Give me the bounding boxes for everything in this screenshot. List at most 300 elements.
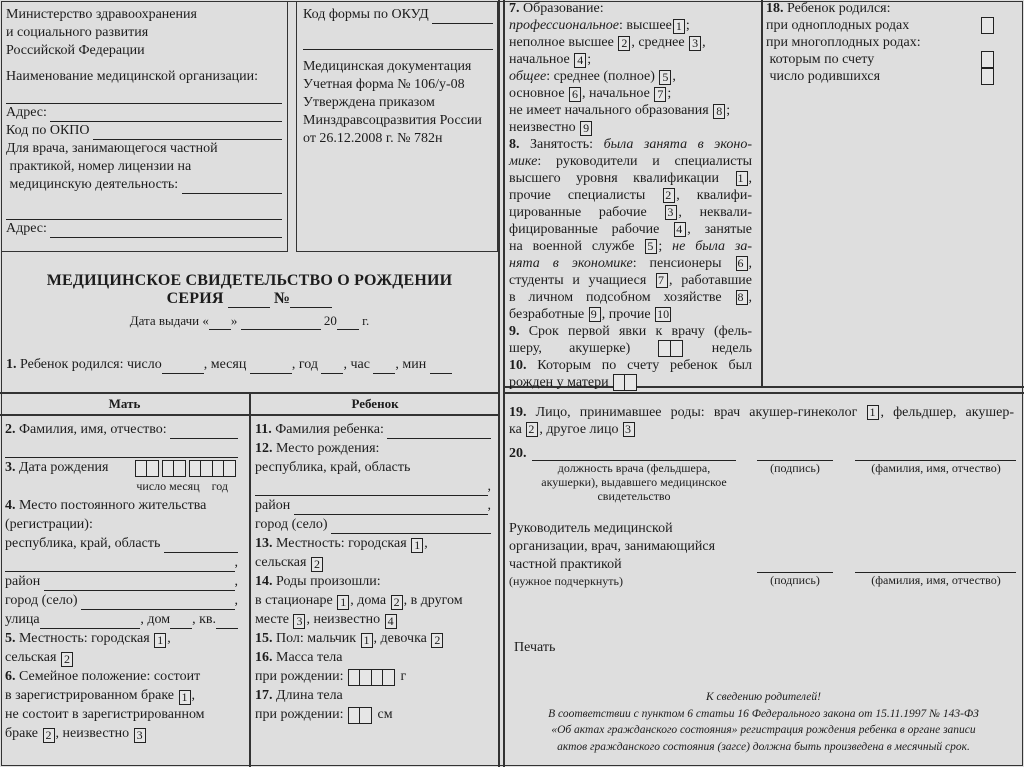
form-line: [5, 724, 238, 743]
form-text: ;: [658, 239, 673, 254]
form-text: , квалифи-: [676, 188, 752, 203]
form-text: : высшее: [618, 18, 672, 33]
form-line: [255, 458, 491, 477]
blank-field[interactable]: [6, 90, 282, 104]
mother-section: [5, 420, 238, 743]
item-number: 16.: [255, 650, 273, 665]
option-checkbox[interactable]: 3: [623, 422, 635, 437]
option-checkbox[interactable]: 2: [311, 557, 323, 572]
form-text: Длина тела: [272, 688, 343, 703]
name-caption: (фамилия, имя, отчество): [871, 461, 1001, 475]
blank-field[interactable]: [93, 126, 282, 140]
form-line: [5, 686, 238, 705]
form-line: [255, 553, 491, 572]
form-line: [5, 553, 238, 572]
item-number: 11.: [255, 422, 272, 437]
form-line: [303, 112, 493, 130]
form-text: республика, край, область: [5, 536, 164, 551]
blank-field[interactable]: [209, 316, 231, 330]
form-text: Местность: городская: [272, 536, 411, 551]
right-rule-2: [503, 392, 1024, 394]
option-checkbox[interactable]: 1: [361, 633, 373, 648]
form-line: [5, 629, 238, 648]
digit-cells[interactable]: [136, 460, 159, 477]
form-text: Местность: городская: [15, 631, 154, 646]
series-number: [0, 290, 499, 308]
blank-field[interactable]: [303, 36, 493, 50]
form-text: , другое лицо: [539, 422, 622, 437]
form-line: [255, 610, 491, 629]
form-text: , дома: [350, 593, 390, 608]
item-1-birth-time: [6, 356, 492, 374]
blank-field[interactable]: [255, 482, 488, 496]
item-number: 13.: [255, 536, 273, 551]
form-line: [255, 591, 491, 610]
form-text: Семейное положение: состоит: [15, 669, 201, 684]
blank-field[interactable]: [373, 360, 395, 374]
option-checkbox[interactable]: 2: [526, 422, 538, 437]
italic-text: профессиональное: [509, 18, 619, 33]
form-text: СЕРИЯ: [166, 290, 228, 307]
option-checkbox[interactable]: 3: [665, 205, 677, 220]
form-text: от 26.12.2008 г. № 782н: [303, 131, 443, 146]
form-text: не состоит в зарегистрированном: [5, 707, 205, 722]
italic-text: мике: [509, 154, 538, 169]
blank-field[interactable]: [430, 360, 452, 374]
visits-section: [509, 323, 752, 391]
form-line: [255, 420, 491, 439]
form-line: [255, 629, 491, 648]
form-text: на военной службе: [509, 239, 645, 254]
item-number: 5.: [5, 631, 16, 646]
form-text: Фамилия, имя, отчество:: [15, 422, 171, 437]
form-line: [5, 477, 238, 496]
signature-caption: (подпись): [770, 461, 820, 475]
form-code-block: [303, 6, 493, 148]
form-line: [6, 220, 282, 238]
item-number: 12.: [255, 441, 273, 456]
item-number: 18.: [766, 1, 784, 16]
position-caption: должность врача (фельдшера, акушерки), выдавшего медицинское свидетельство: [541, 461, 727, 503]
form-text: неизвестно: [509, 120, 580, 135]
form-text: недель: [684, 341, 752, 356]
form-text: сельская: [5, 650, 60, 665]
form-text: ;: [726, 103, 731, 118]
blank-field[interactable]: [241, 316, 321, 330]
form-line: [509, 153, 752, 170]
digit-cells[interactable]: [163, 460, 186, 477]
head-line: организации, врач, занимающийся: [509, 539, 716, 554]
blank-field[interactable]: [6, 206, 282, 220]
form-line: [5, 420, 238, 439]
form-line: [303, 130, 493, 148]
option-checkbox[interactable]: 2: [43, 728, 55, 743]
form-line: [6, 6, 282, 24]
option-checkbox[interactable]: 2: [663, 188, 675, 203]
digit-cell[interactable]: [670, 340, 683, 357]
form-line: [255, 572, 491, 591]
form-text: Российской Федерации: [6, 43, 145, 58]
form-text: основное: [509, 86, 569, 101]
form-line: [509, 187, 752, 204]
form-text: г: [397, 669, 407, 684]
form-text: ,: [234, 593, 238, 608]
form-line: [5, 705, 238, 724]
form-line: [5, 439, 238, 458]
title-section: [0, 272, 499, 330]
italic-text: общее: [509, 69, 547, 84]
option-checkbox[interactable]: 1: [337, 595, 349, 610]
form-text: браке: [5, 726, 42, 741]
option-checkbox[interactable]: 5: [659, 70, 671, 85]
form-text: при рождении:: [255, 669, 348, 684]
head-of-organization: [509, 520, 715, 588]
form-text: республика, край, область: [255, 460, 411, 475]
form-text: ,: [424, 536, 428, 551]
form-text: Срок первой явки к врачу (фель-: [519, 324, 752, 339]
option-checkbox[interactable]: 2: [61, 652, 73, 667]
form-text: высшего уровня квалификации: [509, 171, 735, 186]
form-line: [5, 496, 238, 515]
digit-cells[interactable]: [660, 340, 683, 357]
form-line: [509, 404, 1014, 421]
item-number: 10.: [509, 358, 527, 373]
organization-block: [6, 6, 282, 238]
form-line: [509, 136, 752, 153]
form-text: , неизвестно: [306, 612, 384, 627]
form-line: [5, 534, 238, 553]
form-text: ,: [487, 479, 491, 494]
form-line: [5, 591, 238, 610]
option-checkbox[interactable]: 1: [673, 19, 685, 34]
form-text: , в другом: [403, 593, 463, 608]
form-text: район: [5, 574, 44, 589]
option-checkbox[interactable]: 9: [589, 307, 601, 322]
form-text: Которым по счету ребенок был: [526, 358, 752, 373]
parents-notice: [506, 689, 1021, 755]
form-line: [509, 323, 752, 340]
document-title: МЕДИЦИНСКОЕ СВИДЕТЕЛЬСТВО О РОЖДЕНИИ: [46, 272, 453, 289]
item-number: 14.: [255, 574, 273, 589]
blank-field[interactable]: [170, 425, 238, 439]
form-line: [5, 667, 238, 686]
digit-cell[interactable]: [223, 460, 236, 477]
digit-cell[interactable]: [359, 707, 372, 724]
form-line: [509, 0, 752, 17]
blank-field[interactable]: [162, 360, 204, 374]
digit-cell[interactable]: [981, 68, 994, 85]
form-text: ,: [191, 688, 196, 703]
form-text: сельская: [255, 555, 310, 570]
form-line: [255, 496, 491, 515]
form-text: город (село): [5, 593, 82, 608]
form-text: Медицинская документация: [303, 59, 472, 74]
issue-date: [0, 312, 499, 330]
form-line: [766, 34, 996, 51]
form-text: ,: [748, 290, 752, 305]
digit-cells[interactable]: [349, 707, 372, 724]
blank-field[interactable]: [216, 615, 238, 629]
form-line: [5, 458, 238, 477]
form-text: при многоплодных родах:: [766, 35, 921, 50]
form-text: не имеет начального образования: [509, 103, 713, 118]
form-text: Ребенок родился:: [783, 1, 891, 16]
form-text: которым по счету: [766, 52, 875, 67]
form-text: ,: [234, 574, 238, 589]
form-text: , неизвестно: [55, 726, 133, 741]
form-text: , среднее: [631, 35, 689, 50]
form-line: [255, 648, 491, 667]
italic-text: была занята в эконо-: [603, 137, 752, 152]
form-line: [509, 17, 752, 34]
blank-field[interactable]: [250, 360, 292, 374]
form-text: ;: [685, 18, 690, 33]
option-checkbox[interactable]: 7: [656, 273, 668, 288]
digit-cell[interactable]: [173, 460, 186, 477]
form-text: ;: [667, 86, 672, 101]
form-text: Код формы по ОКУД: [303, 7, 433, 22]
form-line: [509, 306, 752, 323]
form-text: , девочка: [373, 631, 431, 646]
blank-field[interactable]: [44, 577, 235, 591]
employment-section: [509, 136, 752, 323]
form-text: ,: [702, 35, 706, 50]
form-line: [6, 176, 282, 194]
form-line: [303, 58, 493, 76]
form-text: Дата рождения: [15, 460, 112, 475]
form-text: в зарегистрированном браке: [5, 688, 178, 703]
form-line: [766, 68, 996, 85]
blank-field[interactable]: [81, 596, 234, 610]
form-text: число родившихся: [766, 69, 881, 84]
form-text: медицинскую деятельность:: [6, 177, 182, 192]
form-text: Утверждена приказом: [303, 95, 435, 110]
item-number: 6.: [5, 669, 16, 684]
form-text: : среднее (полное): [546, 69, 659, 84]
form-text: Роды произошли:: [272, 574, 381, 589]
option-checkbox[interactable]: 3: [689, 36, 701, 51]
blank-field[interactable]: [5, 444, 238, 458]
blank-field[interactable]: [50, 108, 282, 122]
digit-cells[interactable]: [190, 460, 236, 477]
blank-field[interactable]: [182, 180, 282, 194]
form-text: Адрес:: [6, 105, 51, 120]
form-line: [303, 24, 493, 32]
notice-line: «Об актах гражданского состояния» регистрация рождения ребенка в органе записи: [551, 724, 976, 736]
digit-cells[interactable]: [983, 51, 995, 68]
head-line: Руководитель медицинской: [509, 521, 673, 536]
form-line: [6, 42, 282, 60]
blank-field[interactable]: [432, 10, 493, 24]
form-text: Наименование медицинской организации:: [6, 69, 259, 84]
digit-cells[interactable]: [983, 17, 995, 34]
option-checkbox[interactable]: 6: [736, 256, 748, 271]
option-checkbox[interactable]: 9: [580, 121, 592, 136]
form-line: [6, 202, 282, 220]
date-cell-caption: число месяц год: [136, 479, 228, 493]
form-text: г.: [358, 313, 370, 328]
digit-cells[interactable]: [983, 68, 995, 85]
form-text: месте: [255, 612, 293, 627]
notice-line: актов гражданского состояния (загсе) должна быть произведена в месячный срок.: [557, 740, 970, 753]
form-line: [509, 421, 1014, 438]
italic-text: не была за-: [672, 239, 752, 254]
form-line: [6, 68, 282, 86]
blank-field[interactable]: [228, 294, 270, 308]
form-text: ,: [748, 256, 753, 271]
form-text: при одноплодных родах: [766, 18, 910, 33]
option-checkbox[interactable]: 1: [179, 690, 191, 705]
option-checkbox[interactable]: 3: [134, 728, 146, 743]
option-checkbox[interactable]: 1: [154, 633, 166, 648]
form-line: [6, 60, 282, 68]
form-line: [6, 194, 282, 202]
blank-field[interactable]: [40, 615, 141, 629]
form-text: Место постоянного жительства: [15, 498, 207, 513]
form-line: [509, 119, 752, 136]
blank-field[interactable]: [164, 539, 238, 553]
form-text: город (село): [255, 517, 332, 532]
form-text: см: [374, 707, 393, 722]
form-text: Код по ОКПО: [6, 123, 94, 138]
form-line: [6, 158, 282, 176]
option-checkbox[interactable]: 2: [618, 36, 630, 51]
form-line: [509, 374, 752, 391]
form-text: , начальное: [582, 86, 654, 101]
form-line: [255, 515, 491, 534]
form-text: прочие специалисты: [509, 188, 663, 203]
form-text: , занятые: [687, 222, 753, 237]
form-line: [303, 6, 493, 24]
blank-field[interactable]: [290, 294, 332, 308]
form-text: район: [255, 498, 294, 513]
option-checkbox[interactable]: 8: [713, 104, 725, 119]
option-checkbox[interactable]: 10: [657, 307, 670, 322]
form-line: [509, 221, 752, 238]
option-checkbox[interactable]: 5: [645, 239, 657, 254]
form-line: [6, 140, 282, 158]
form-text: Фамилия ребенка:: [271, 422, 388, 437]
option-checkbox[interactable]: 7: [654, 87, 666, 102]
option-checkbox[interactable]: 4: [674, 222, 686, 237]
form-line: [5, 515, 238, 534]
digit-cell[interactable]: [981, 51, 994, 68]
form-line: [509, 340, 752, 357]
form-line: [766, 0, 996, 17]
option-checkbox[interactable]: 3: [293, 614, 305, 629]
head-name-caption: (фамилия, имя, отчество): [871, 573, 1001, 587]
form-line: [5, 572, 238, 591]
head-signature-caption: (подпись): [770, 573, 820, 587]
blank-field[interactable]: [331, 520, 491, 534]
option-checkbox[interactable]: 6: [569, 87, 581, 102]
form-line: [509, 68, 752, 85]
form-text: фицированные рабочие: [509, 222, 674, 237]
form-line: [509, 289, 752, 306]
item-number: 9.: [509, 324, 520, 339]
form-line: [303, 76, 493, 94]
option-checkbox[interactable]: 4: [385, 614, 397, 629]
form-text: ;: [587, 52, 592, 67]
section18-divider: [761, 0, 763, 388]
option-checkbox[interactable]: 8: [736, 290, 748, 305]
form-text: цированные рабочие: [509, 205, 665, 220]
form-text: : пенсионеры: [632, 256, 735, 271]
option-checkbox[interactable]: 2: [391, 595, 403, 610]
blank-field[interactable]: [170, 615, 192, 629]
item-number: 1.: [6, 357, 17, 372]
form-line: [509, 272, 752, 289]
form-text: при рождении:: [255, 707, 348, 722]
form-text: Адрес:: [6, 221, 51, 236]
notice-line: В соответствии с пунктом 6 статьи 16 Федерального закона от 15.11.1997 № 143-ФЗ: [548, 707, 979, 720]
item-number: 7.: [509, 1, 520, 16]
option-checkbox[interactable]: 1: [736, 171, 748, 186]
child-section: [255, 420, 491, 724]
digit-cell[interactable]: [981, 17, 994, 34]
digit-cell[interactable]: [382, 669, 395, 686]
child-header: Ребенок: [351, 396, 399, 411]
form-line: [509, 51, 752, 68]
form-line: [766, 51, 996, 68]
center-divider: [498, 0, 500, 767]
item-number: 3.: [5, 460, 16, 475]
form-text: Дата выдачи «: [129, 313, 209, 328]
form-text: безработные: [509, 307, 588, 322]
form-text: Для врача, занимающегося частной: [6, 141, 218, 156]
form-text: Министерство здравоохранения: [6, 7, 197, 22]
digit-cells[interactable]: [614, 374, 637, 391]
blank-field[interactable]: [5, 558, 235, 572]
form-text: начальное: [509, 52, 574, 67]
form-line: [509, 85, 752, 102]
form-text: неполное высшее: [509, 35, 618, 50]
form-text: №: [269, 290, 291, 307]
blank-field[interactable]: [387, 425, 491, 439]
form-text: шеру, акушерке): [509, 341, 658, 356]
form-text: ,: [487, 498, 491, 513]
blank-field[interactable]: [337, 316, 359, 330]
form-text: Учетная форма № 106/у-08: [303, 77, 465, 92]
option-checkbox[interactable]: 1: [411, 538, 423, 553]
option-checkbox[interactable]: 1: [867, 405, 879, 420]
form-text: (регистрации):: [5, 517, 93, 532]
form-line: [509, 102, 752, 119]
blank-field[interactable]: [294, 501, 488, 515]
option-checkbox[interactable]: 2: [431, 633, 443, 648]
form-text: , фельдшер, акушер-: [880, 405, 1014, 420]
form-text: , дом: [140, 612, 171, 627]
blank-field[interactable]: [50, 224, 282, 238]
form-line: [5, 648, 238, 667]
form-text: Лицо, принимавшее роды: врач акушер-гинеколог: [526, 405, 867, 420]
delivered-by-section: [509, 404, 1014, 438]
digit-cell[interactable]: [146, 460, 159, 477]
form-line: [766, 17, 996, 34]
digit-cells[interactable]: [349, 669, 395, 686]
form-text: , час: [343, 357, 374, 372]
form-text: в личном подсобном хозяйстве: [509, 290, 735, 305]
form-text: 20: [320, 313, 337, 328]
birth-type-section: [766, 0, 996, 85]
head-line: частной практикой: [509, 557, 622, 572]
option-checkbox[interactable]: 4: [574, 53, 586, 68]
blank-field[interactable]: [321, 360, 343, 374]
form-line: [255, 686, 491, 705]
form-text: : руководители и специалисты: [537, 154, 752, 169]
form-text: в стационаре: [255, 593, 337, 608]
digit-cell[interactable]: [624, 374, 637, 391]
